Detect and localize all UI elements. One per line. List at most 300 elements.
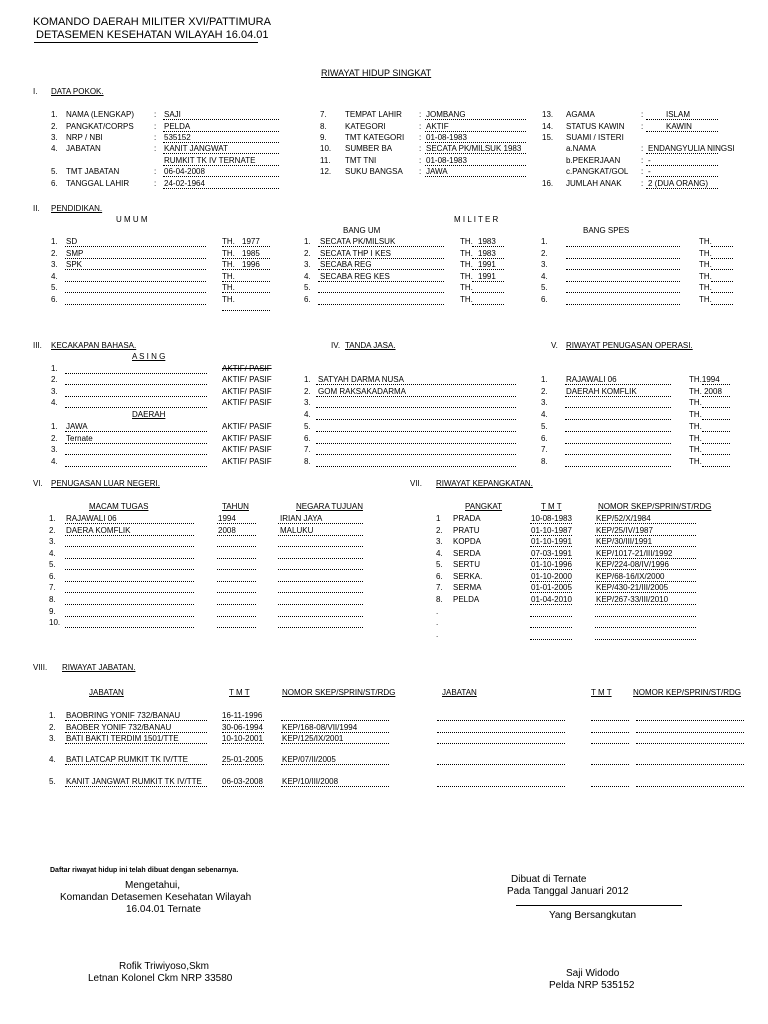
dotted-line [530,616,572,617]
language: Ternate [66,434,93,443]
row-number: 3. [541,260,548,269]
col-nomor: NOMOR SKEP/SPRIN/ST/RDG [598,502,712,511]
field-label: c.PANGKAT/GOL [566,167,629,176]
skill-level: AKTIF/ PASIF [222,422,272,431]
dotted-line [217,523,256,524]
dotted-line [65,454,207,455]
field-label: JABATAN [66,144,101,153]
row-number: 5. [49,560,56,569]
rank-name: SERMA [453,583,482,592]
dotted-line [278,592,363,593]
rank-name: SERKA. [453,572,483,581]
field-label: SUAMI / ISTERI [566,133,624,142]
field-label: TMT TNI [345,156,377,165]
rank-skep: KEP/224-08/IV/1996 [596,560,669,569]
rank-tmt: 10-08-1983 [531,514,572,523]
rank-skep: KEP/52/X/1984 [596,514,651,523]
dotted-line [472,269,504,270]
dotted-line [702,419,730,420]
field-label: TEMPAT LAHIR [345,110,402,119]
dotted-line [646,153,718,154]
dotted-line [281,786,389,787]
dotted-line [217,616,256,617]
position-name: BAOBER YONIF 732/BANAU [66,723,172,732]
dotted-line [591,743,629,744]
row-number: 5. [49,777,56,786]
dotted-line [222,720,264,721]
bangum-heading: BANG UM [343,226,381,235]
field-colon: : [419,110,422,119]
dotted-line [278,581,363,582]
row-number: . [436,630,439,639]
operation-name: RAJAWALI 06 [566,375,617,384]
dotted-line [65,269,206,270]
year-label: TH. [699,260,712,269]
field-number: 13. [542,110,554,119]
row-number: 3. [51,260,58,269]
year-label: TH. [699,295,712,304]
dotted-line [278,558,363,559]
header-underline [34,42,258,43]
dotted-line [646,188,718,189]
dotted-line [566,258,680,259]
row-number: 2. [51,434,58,443]
dotted-line [281,764,389,765]
field-colon: : [154,144,157,153]
dotted-line [65,523,194,524]
year-label: TH. [460,237,473,246]
dotted-line [163,119,279,120]
position-tmt: 06-03-2008 [222,777,263,786]
row-number: 7. [304,445,311,454]
position-skep: KEP/125/IX/2001 [282,734,344,743]
field-label: JUMLAH ANAK [566,179,622,188]
field-number: 6. [51,179,58,188]
course-name: SECATA THP I KES [320,249,391,258]
dotted-line [636,720,744,721]
section-num: I. [33,87,38,96]
dibuat-di: Dibuat di Ternate [511,874,587,885]
dotted-line [217,535,256,536]
year-value: 1985 [242,249,260,258]
dotted-line [222,310,270,311]
dotted-line [217,546,256,547]
dotted-line [65,373,207,374]
row-number: 1. [49,514,56,523]
row-number: 6. [304,295,311,304]
position-tmt: 10-10-2001 [222,734,263,743]
dotted-line [65,627,194,628]
row-number: 3. [51,387,58,396]
row-number: 5. [304,283,311,292]
field-number: 1. [51,110,58,119]
dotted-line [711,292,733,293]
mission-year: 2008 [218,526,236,535]
dotted-line [595,581,696,582]
rank-skep: KEP/30/III/1991 [596,537,653,546]
dotted-line [472,281,504,282]
dotted-line [222,743,264,744]
field-colon: : [641,122,644,131]
dotted-line [65,246,206,247]
field-colon: : [154,179,157,188]
position-name: KANIT JANGWAT RUMKIT TK IV/TTE [66,777,202,786]
language: JAWA [66,422,88,431]
year-label: TH. [222,272,235,281]
dotted-line [702,454,730,455]
dotted-line [318,281,444,282]
dotted-line [437,786,565,787]
field-number: 15. [542,133,554,142]
dotted-line [595,546,696,547]
col-tahun: TAHUN [222,502,249,511]
dotted-line [595,592,696,593]
skill-level: AKTIF/ PASIF [222,457,272,466]
year-value: 1983 [478,237,496,246]
field-number: 12. [320,167,332,176]
rank-tmt: 01-10-1987 [531,526,572,535]
field-colon: : [641,110,644,119]
rank-tmt: 01-10-1991 [531,537,572,546]
field-label: a.NAMA [566,144,596,153]
dotted-line [65,535,194,536]
dotted-line [65,786,207,787]
dotted-line [566,292,680,293]
operation-year: TH. [689,457,702,466]
dotted-line [437,743,565,744]
row-number: 2. [51,249,58,258]
field-colon: : [641,167,644,176]
field-number: 9. [320,133,327,142]
dotted-line [425,131,526,132]
dotted-line [316,454,516,455]
row-number: 9. [49,607,56,616]
row-number: 6. [541,434,548,443]
operation-year: TH. [689,434,702,443]
dotted-line [472,246,504,247]
row-number: 4. [51,272,58,281]
year-label: TH. [460,283,473,292]
dotted-line [566,281,680,282]
section-num: VII. [410,479,423,488]
dotted-line [472,258,504,259]
dotted-line [281,732,389,733]
dotted-line [566,304,680,305]
militer-heading: M I L I T E R [454,215,499,224]
dotted-line [425,153,526,154]
header-line2: DETASEMEN KESEHATAN WILAYAH 16.04.01 [36,29,269,41]
col-tmt: T M T [229,688,250,697]
dotted-line [65,431,207,432]
field-label: NRP / NBI [66,133,103,142]
pada-tanggal: Pada Tanggal Januari 2012 [507,886,629,897]
dotted-line [318,269,444,270]
dotted-line [278,523,363,524]
dotted-line [316,396,516,397]
dotted-line [222,258,270,259]
rank-name: SERTU [453,560,480,569]
dotted-line [281,743,389,744]
dotted-line [565,407,671,408]
year-label: TH. [460,249,473,258]
dotted-line [318,304,444,305]
dotted-line [316,419,516,420]
col-jabatan: JABATAN [89,688,124,697]
position-tmt: 25-01-2005 [222,755,263,764]
dotted-line [222,269,270,270]
row-number: 4. [304,272,311,281]
col-jabatan-2: JABATAN [442,688,477,697]
dotted-line [65,558,194,559]
field-value: 2 (DUA ORANG) [648,179,709,188]
operation-year: TH. [689,398,702,407]
row-number: 6. [49,572,56,581]
field-number: 2. [51,122,58,131]
dotted-line [316,466,516,467]
dotted-line [65,292,206,293]
dotted-line [217,592,256,593]
award-name: SATYAH DARMA NUSA [318,375,404,384]
destination: MALUKU [280,526,314,535]
field-value: 24-02-1964 [164,179,205,188]
school-name: SD [66,237,78,246]
section-heading-operasi: RIWAYAT PENUGASAN OPERASI. [566,341,693,350]
award-name: GOM RAKSAKADARMA [318,387,407,396]
row-number: 2. [49,723,56,732]
row-number: 4. [541,410,548,419]
date-line [516,905,682,906]
dotted-line [646,119,718,120]
dotted-line [591,732,629,733]
field-number: 11. [320,156,331,165]
operation-year: TH. [689,410,702,419]
row-number: 3. [436,537,443,546]
row-number: 1. [304,375,311,384]
year-value: 1996 [242,260,260,269]
field-number: 7. [320,110,327,119]
row-number: 7. [541,445,548,454]
row-number: 6. [436,572,443,581]
rank-tmt: 07-03-1991 [531,549,572,558]
field-colon: : [154,110,157,119]
header-line1: KOMANDO DAERAH MILITER XVI/PATTIMURA [33,16,271,28]
field-colon: : [641,144,644,153]
dotted-line [530,523,572,524]
row-number: 2. [541,249,548,258]
rank-skep: KEP/430-21/III/2005 [596,583,669,592]
dotted-line [425,142,526,143]
dotted-line [222,764,264,765]
year-value: 1991 [478,272,496,281]
field-colon: : [419,167,422,176]
dotted-line [472,292,504,293]
year-value: 1991 [478,260,496,269]
year-value: 1977 [242,237,260,246]
field-value: SECATA PK/MILSUK 1983 [426,144,522,153]
dotted-line [595,558,696,559]
asing-heading: A S I N G [132,352,166,361]
year-label: TH. [222,283,235,292]
row-number: 3. [49,537,56,546]
dotted-line [711,269,733,270]
dotted-line [65,384,207,385]
field-value: 535152 [164,133,191,142]
dotted-line [425,165,526,166]
umum-heading: U M U M [116,215,148,224]
row-number: 3. [304,398,311,407]
year-label: TH. [222,260,235,269]
dotted-line [711,258,733,259]
row-number: 3. [49,734,56,743]
dotted-line [425,119,526,120]
dotted-line [318,246,444,247]
col-nomor-2: NOMOR KEP/SPRIN/ST/RDG [633,688,742,697]
dotted-line [65,443,207,444]
dotted-line [711,281,733,282]
dotted-line [217,604,256,605]
dotted-line [222,281,270,282]
course-name: SECABA REG [320,260,372,269]
skill-level: AKTIF/ PASIF [222,434,272,443]
field-colon: : [419,122,422,131]
field-value: SAJI [164,110,181,119]
dotted-line [595,569,696,570]
dotted-line [163,176,279,177]
rank-skep: KEP/267-33/III/2010 [596,595,669,604]
row-number: 6. [304,434,311,443]
row-number: 3. [304,260,311,269]
position-name: BATI BAKTI TERDIM 1501/TTE [66,734,179,743]
field-value: KANIT JANGWAT [164,144,228,153]
row-number: 7. [49,583,56,592]
dotted-line [646,176,718,177]
field-value: PELDA [164,122,191,131]
row-number: 7. [436,583,443,592]
signer1-rank: Letnan Kolonel Ckm NRP 33580 [88,973,233,984]
field-number: 5. [51,167,58,176]
field-value: 01-08-1983 [426,156,467,165]
row-number: 8. [304,457,311,466]
dotted-line [437,720,565,721]
signer2-name: Saji Widodo [566,968,620,979]
row-number: 2. [541,387,548,396]
field-colon: : [419,144,422,153]
dotted-line [163,188,279,189]
row-number: 1. [49,711,56,720]
row-number: 2. [49,526,56,535]
skill-level: AKTIF/ PASIF [222,398,272,407]
dotted-line [530,604,572,605]
destination: IRIAN JAYA [280,514,323,523]
skill-level: AKTIF/ PASIF [222,364,272,373]
field-value: 06-04-2008 [164,167,205,176]
dotted-line [530,558,572,559]
field-value: JAWA [426,167,448,176]
field-value: ISLAM [666,110,691,119]
row-number: 6. [541,295,548,304]
field-number: 4. [51,144,58,153]
dotted-line [163,142,279,143]
row-number: 3. [51,445,58,454]
dotted-line [65,616,194,617]
section-heading-data-pokok: DATA POKOK. [51,87,104,96]
dotted-line [65,258,206,259]
field-colon: : [154,122,157,131]
dotted-line [530,569,572,570]
dotted-line [316,384,516,385]
rank-name: PRATU [453,526,480,535]
document-title: RIWAYAT HIDUP SINGKAT [321,68,432,78]
row-number: 1. [541,375,548,384]
bangspes-heading: BANG SPES [583,226,630,235]
dotted-line [565,419,671,420]
signer1-name: Rofik Triwiyoso,Skm [119,961,210,972]
dotted-line [65,281,206,282]
dotted-line [702,466,730,467]
row-number: 4. [51,457,58,466]
dotted-line [530,639,572,640]
year-label: TH. [699,249,712,258]
section-num: VIII. [33,663,48,672]
field-label: AGAMA [566,110,595,119]
operation-year: TH. [689,445,702,454]
dotted-line [316,443,516,444]
dotted-line [217,558,256,559]
dotted-line [278,569,363,570]
rank-skep: KEP/25/IV/1987 [596,526,653,535]
dotted-line [565,454,671,455]
section-heading-pendidikan: PENDIDIKAN. [51,204,103,213]
dotted-line [65,604,194,605]
dotted-line [65,732,207,733]
row-number: . [436,607,439,616]
unit: 16.04.01 Ternate [126,904,201,915]
section-heading-jabatan: RIWAYAT JABATAN. [62,663,136,672]
dotted-line [222,732,264,733]
section-heading-bahasa: KECAKAPAN BAHASA. [51,341,137,350]
rank-name: SERDA [453,549,481,558]
row-number: 1. [541,237,548,246]
col-tmt-2: T M T [591,688,612,697]
field-colon: : [154,133,157,142]
dotted-line [565,466,671,467]
dotted-line [595,627,696,628]
col-negara: NEGARA TUJUAN [296,502,363,511]
field-colon: : [154,167,157,176]
position-skep: KEP/168-08/VII/1994 [282,723,358,732]
dotted-line [595,604,696,605]
position-skep: KEP/10/III/2008 [282,777,339,786]
rank-tmt: 01-01-2005 [531,583,572,592]
year-label: TH. [460,272,473,281]
dotted-line [530,546,572,547]
row-number: 4. [51,398,58,407]
mengetahui: Mengetahui, [125,880,181,891]
field-number: 14. [542,122,554,131]
field-value: 01-08-1983 [426,133,467,142]
section-num: III. [33,341,42,350]
rank-skep: KEP/68-16/IX/2000 [596,572,665,581]
dotted-line [636,732,744,733]
position-name: BAOBRING YONIF 732/BANAU [66,711,181,720]
rank-tmt: 01-10-2000 [531,572,572,581]
signer2-rank: Pelda NRP 535152 [549,980,635,991]
dotted-line [316,407,516,408]
dotted-line [222,786,264,787]
dotted-line [278,535,363,536]
dotted-line [222,246,270,247]
dotted-line [222,292,270,293]
